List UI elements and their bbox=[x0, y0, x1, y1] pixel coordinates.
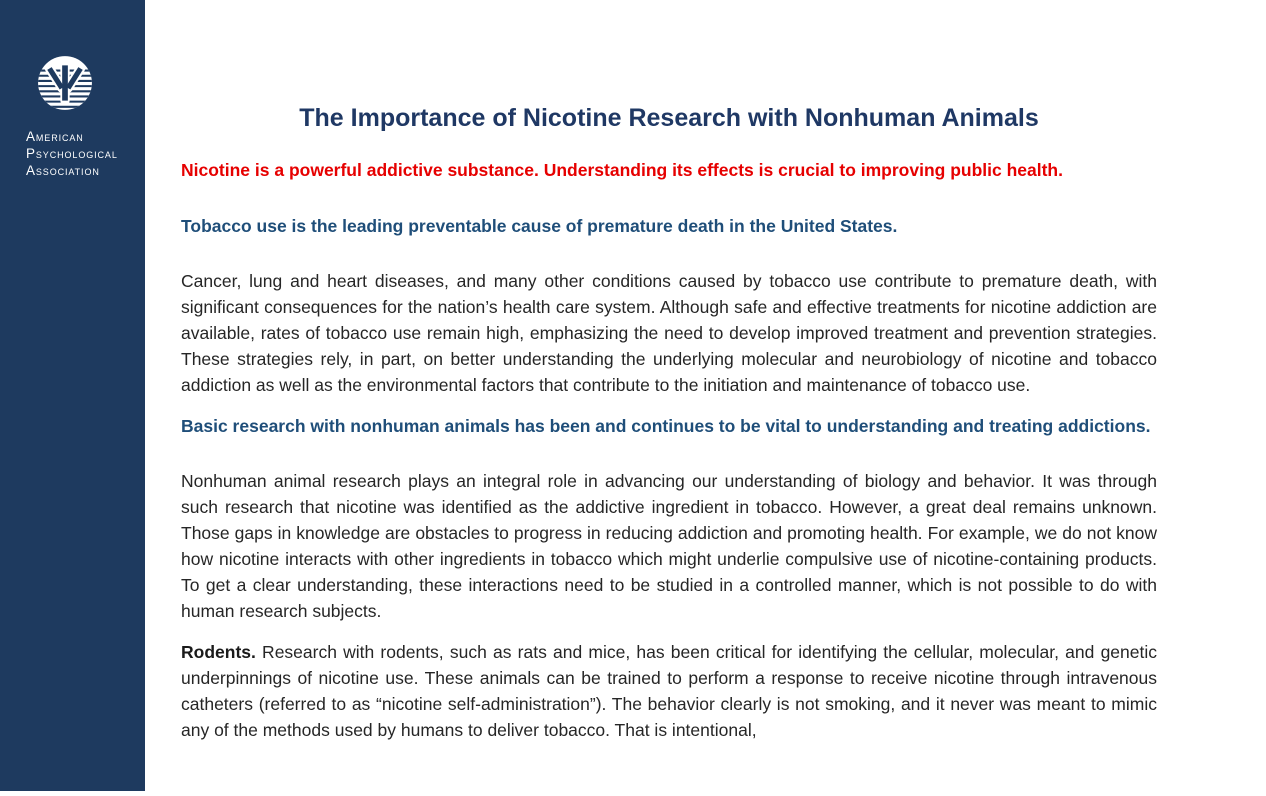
org-name-line: Association bbox=[26, 163, 100, 178]
org-name-line: American bbox=[26, 129, 84, 144]
paragraph-rodents bbox=[181, 639, 1157, 743]
org-name-line: Psychological bbox=[26, 146, 118, 161]
apa-psi-icon bbox=[36, 54, 94, 112]
rodents-lead-in: Rodents. bbox=[181, 642, 256, 662]
apa-logo bbox=[36, 54, 94, 112]
section-heading-tobacco: Tobacco use is the leading preventable cause of premature death in the United States. bbox=[181, 216, 898, 236]
paragraph-tobacco-impact: Cancer, lung and heart diseases, and many other conditions caused by tobacco use contribute to premature death, with significant consequences for the nation’s health care system. Although safe and effective treatments for nicotine addiction are available, rates of tobacco use remain high, emphasizing the need to develop improved treatment and prevention strategies. These strategies rely, in part, on better understanding the underlying molecular and neurobiology of nicotine and tobacco addiction as well as the environmental factors that contribute to the initiation and maintenance of tobacco use. bbox=[181, 271, 1157, 395]
sidebar bbox=[0, 0, 145, 791]
section-heading-basic-research: Basic research with nonhuman animals has been and continues to be vital to understanding and treating addictions. bbox=[181, 416, 1151, 436]
org-name bbox=[26, 128, 118, 179]
document-title: The Importance of Nicotine Research with Nonhuman Animals bbox=[299, 104, 1039, 132]
paragraph-nonhuman-research: Nonhuman animal research plays an integral role in advancing our understanding of biology and behavior. It was through such research that nicotine was identified as the addictive ingredient in tobacco. However, a great deal remains unknown. Those gaps in knowledge are obstacles to progress in reducing addiction and promoting health. For example, we do not know how nicotine interacts with other ingredients in tobacco which might underlie compulsive use of nicotine-containing products. To get a clear understanding, these interactions need to be studied in a controlled manner, which is not possible to do with human research subjects. bbox=[181, 471, 1157, 621]
document-page bbox=[181, 0, 1157, 759]
rodents-text: Research with rodents, such as rats and mice, has been critical for identifying the cellular, molecular, and genetic underpinnings of nicotine use. These animals can be trained to perform a response to receive nicotine through intravenous catheters (referred to as “nicotine self-administration”). The behavior clearly is not smoking, and it never was meant to mimic any of the methods used by humans to deliver tobacco. That is intentional, bbox=[181, 642, 1157, 740]
intro-statement: Nicotine is a powerful addictive substance. Understanding its effects is crucial to improving public health. bbox=[181, 160, 1063, 180]
